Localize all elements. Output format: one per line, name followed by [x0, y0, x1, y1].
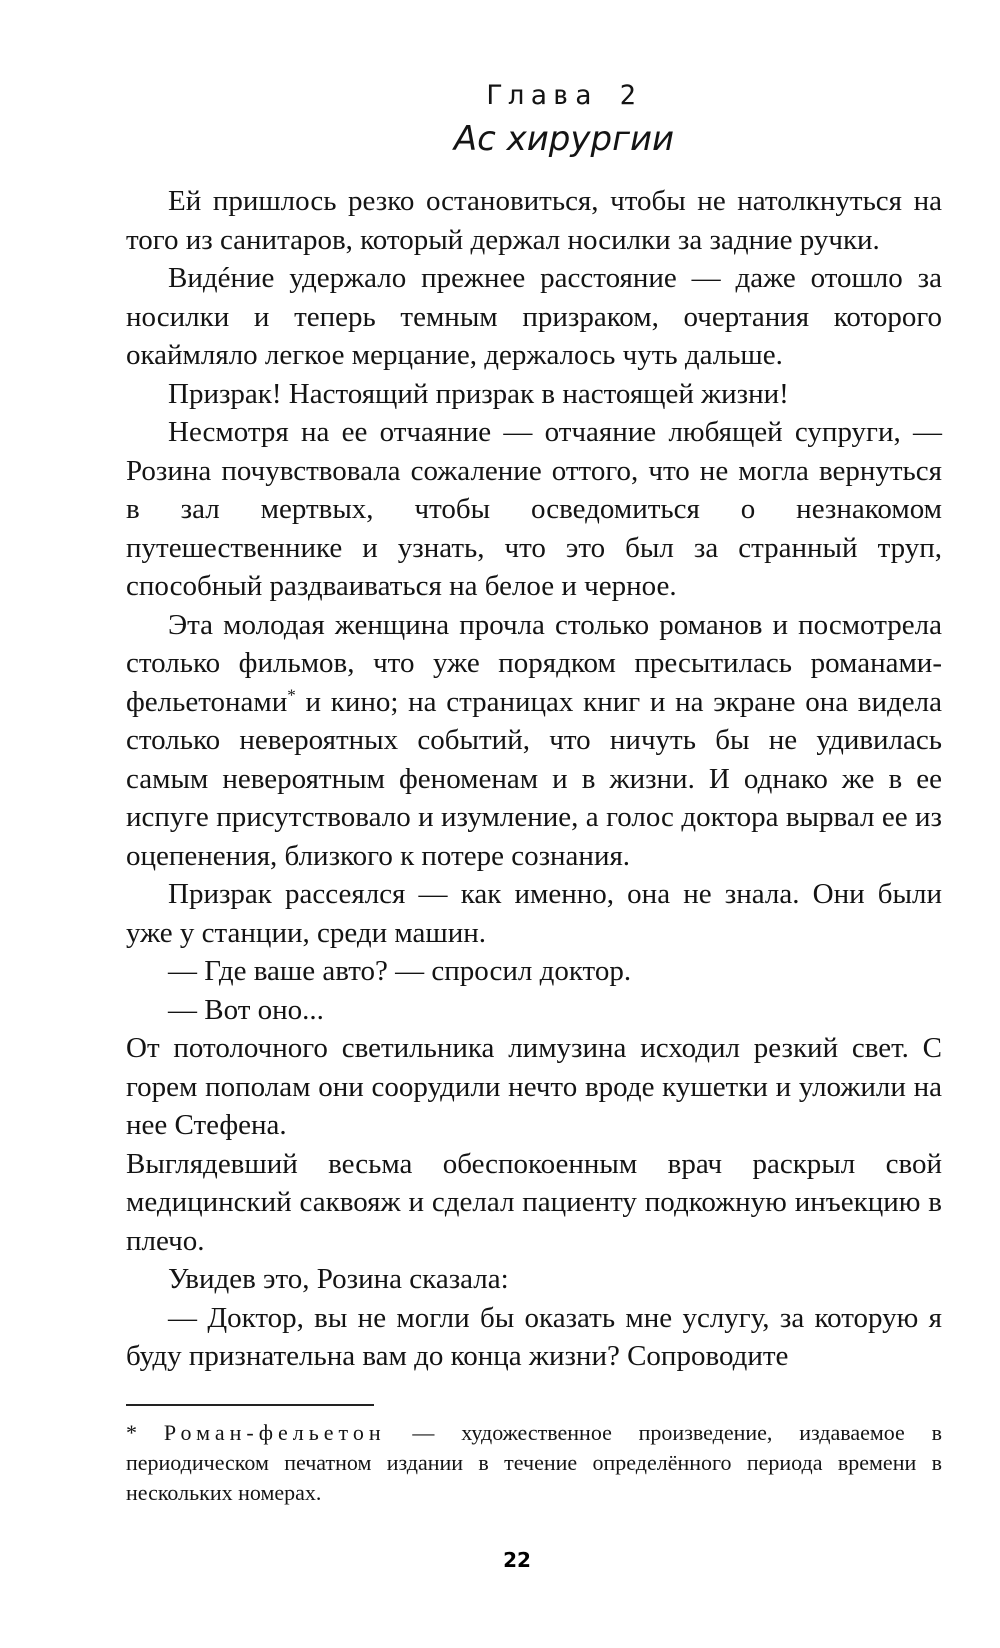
dialogue-line: — Где ваше авто? — спросил доктор. — [168, 955, 632, 987]
footnote-marker: * — [126, 1419, 137, 1445]
page-number: 22 — [503, 1548, 531, 1572]
chapter-title: Ас хирургии — [453, 119, 675, 159]
paragraph-text: Эта молодая женщина прочла столько романов и посмотрела столько фильмов, что уже порядком пресытилась романами-фельетонами — [126, 608, 942, 718]
footnote-reference: * — [287, 684, 296, 704]
paragraph: Несмотря на ее отчаяние — отчаяние любящей супруги, — Розина почувствовала сожаление оттого, что не могла вернуться в зал мертвых, чтобы осведомиться о незнакомом путешественнике и узнать, что это был за странный труп, способный раздваиваться на белое и черное. — [126, 416, 942, 602]
dialogue-line: — Вот оно... — [168, 993, 324, 1026]
footnote — [126, 1418, 942, 1508]
paragraph: Ей пришлось резко остановиться, чтобы не натолкнуться на того из санитаров, который держал носилки за задние ручки. — [126, 185, 942, 256]
paragraph: Выглядевший весьма обеспокоенным врач раскрыл свой медицинский саквояж и сделал пациенту подкожную инъекцию в плечо. — [126, 1147, 942, 1257]
paragraph-text: и кино; на страницах книг и на экране она видела столько невероятных событий, что ничуть бы не удивилась самым невероятным феноменам и в жизни. И однако же в ее испуге присутствовало и изумление, а голос доктора вырвал ее из оцепенения, близкого к потере сознания. — [126, 685, 942, 872]
paragraph: От потолочного светильника лимузина исходил резкий свет. С горем пополам они соорудили нечто вроде кушетки и уложили на нее Стефена. — [126, 1032, 942, 1141]
footnote-term: Роман-фельетон — [163, 1419, 386, 1445]
paragraph: Увидев это, Розина сказала: — [168, 1263, 509, 1295]
paragraph: Призрак рассеялся — как именно, она не знала. Они были уже у станции, среди машин. — [126, 878, 942, 949]
footnote-text: — художественное произведение, издаваемое в периодическом печатном издании в течение определённого периода времени в нескольких номерах. — [126, 1419, 942, 1505]
paragraph: Видéние удержало прежнее расстояние — даже отошло за носилки и теперь темным призраком, очертания которого окаймляло легкое мерцание, держалось чуть дальше. — [126, 262, 942, 371]
chapter-label: Глава 2 — [486, 80, 642, 111]
paragraph: Призрак! Настоящий призрак в настоящей жизни! — [168, 377, 789, 410]
body-text — [126, 182, 942, 1376]
paragraph-with-footnote — [126, 606, 942, 876]
footnote-divider — [126, 1404, 374, 1406]
dialogue-line: — Доктор, вы не могли бы оказать мне услугу, за которую я буду признательна вам до конца жизни? Сопроводите — [126, 1301, 942, 1372]
